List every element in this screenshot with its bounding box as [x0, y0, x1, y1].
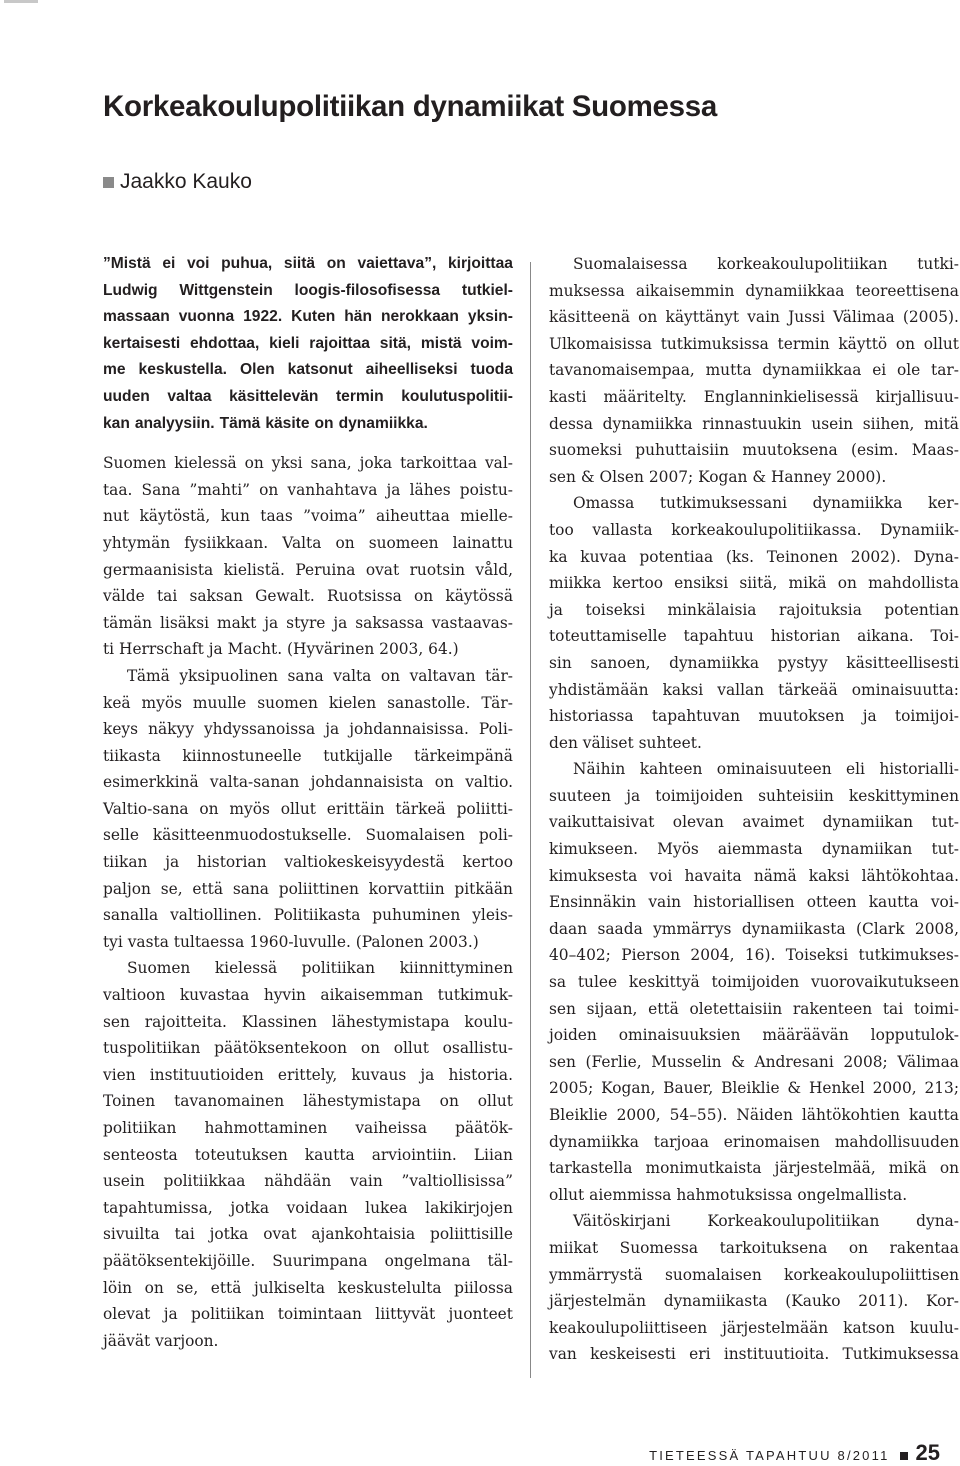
text-line: kimukseen. Myös aiemmasta dynamiikan tut-: [549, 840, 959, 859]
text-line: 2005; Kogan, Bauer, Bleiklie & Henkel 2000, 213;: [549, 1079, 959, 1098]
text-line: Bleiklie 2000, 54–55). Näiden lähtökohtien kautta: [549, 1106, 959, 1124]
author-name: Jaakko Kauko: [120, 170, 252, 193]
text-line: dynamiikka tarjoaa erinomaisen mahdollisuuden: [549, 1132, 959, 1151]
text-line: tuspolitiikan päätöksentekoon on ollut osallistu-: [103, 1039, 513, 1058]
right-column: [549, 251, 959, 1368]
text-line: välde tai saksan Gewalt. Ruotsissa on käytössä: [103, 587, 513, 606]
text-line: ja toiseksi minkälaisia rajoituksia potentian: [549, 600, 959, 619]
text-line: suomeksi puhuttaisiin muutoksena (esim. Maas-: [549, 441, 959, 460]
text-line: senteosta toteutuksen kautta arviointiin. Liian: [103, 1145, 513, 1164]
text-line: daan saada ymmärrys dynamiikasta (Clark 2008,: [549, 919, 959, 938]
article-title: Korkeakoulupolitiikan dynamiikat Suomessa: [103, 90, 717, 123]
text-line: Näihin kahteen ominaisuuteen eli historialli-: [573, 760, 959, 779]
text-line: Suomalaisessa korkeakoulupolitiikan tutki-: [573, 255, 959, 273]
text-line: esimerkkinä valta-sanan johdannaisista on valtio.: [103, 773, 513, 792]
text-line: selle käsitteenmuodostukselle. Suomalaisen poli-: [103, 826, 513, 845]
paragraph-gap: [103, 437, 513, 450]
text-line: uuden valtaa käsittelevän termin koulutuspolitii-: [103, 387, 513, 405]
text-line: massaan vuonna 1922. Kuten hän nerokkaan yksin-: [103, 308, 513, 326]
text-line: sen (Ferlie, Musselin & Andresani 2008; Välimaa: [549, 1052, 959, 1071]
text-line: Ensinnäkin vain historiallisen otteen kautta voi-: [549, 893, 959, 912]
text-line: Suomen kielessä on yksi sana, joka tarkoittaa val-: [103, 454, 513, 473]
left-column: [103, 251, 513, 1354]
text-line: germaanisista kielistä. Peruina ovat ruotsin våld,: [103, 560, 513, 579]
text-line: ti Herrschaft ja Macht. (Hyvärinen 2003, 64.): [103, 640, 459, 659]
text-line: muksessa aikaisemmin dynamiikkaa teoreettisena: [549, 281, 959, 300]
text-line: tiikasta kiinnostuneelle tutkijalle tärkeimpänä: [103, 746, 513, 765]
text-line: Valtio-sana on myös ollut erittäin tärkeä poliitti-: [103, 799, 513, 818]
text-line: sin sanoen, dynamiikka pystyy käsitteellisesti: [549, 653, 959, 672]
text-line: usein politiikkaa nähdään vain ”valtiollisissa”: [103, 1172, 513, 1191]
text-line: järjestelmän dynamiikasta (Kauko 2011). Kor-: [549, 1292, 959, 1311]
text-line: tiikan ja historian valtiokeskeisyydestä kertoo: [103, 853, 513, 872]
text-line: sivuilta tai jotka ovat ajankohtaisia poliittisille: [103, 1225, 513, 1244]
text-line: Omassa tutkimuksessani dynamiikka ker-: [573, 494, 959, 513]
text-line: käsitteenä on käyttänyt vain Jussi Välimaa (2005).: [549, 308, 959, 327]
text-line: sanalla valtiollinen. Politiikasta puhuminen yleis-: [103, 906, 513, 925]
text-line: sen & Olsen 2007; Kogan & Hanney 2000).: [549, 467, 887, 486]
text-line: Väitöskirjani Korkeakoulupolitiikan dyna-: [573, 1212, 959, 1231]
text-line: tavanomaisempaa, mutta dynamiikkaa ei ole tar-: [549, 361, 959, 380]
text-line: Tämä yksipuolinen sana valta on valtavan tär-: [127, 666, 513, 685]
text-line: kasti määritelty. Englanninkielisessä kirjallisuu-: [549, 387, 959, 406]
text-line: van keskeisesti eri instituutioita. Tutkimuksessa: [549, 1345, 959, 1364]
text-line: tämän lisäksi makt ja styre ja saksassa vastaavas-: [103, 613, 513, 632]
text-line: paljon se, että sana poliittinen korvattiin pitkään: [103, 879, 513, 898]
magazine-issue: TIETEESSÄ TAPAHTUU 8/2011: [649, 1448, 890, 1463]
text-line: olevat ja politiikan toimintaan liittyvät juonteet: [103, 1305, 513, 1324]
text-line: kertaisesti ehdottaa, kieli rajoittaa sitä, mistä voim-: [103, 334, 513, 352]
text-line: me keskustella. Olen katsonut aiheelliseksi tuoda: [103, 361, 513, 379]
text-line: yhdistämään kaksi vallan tärkeää ominaisuutta:: [549, 680, 959, 699]
text-line: tapahtumissa, jotka voidaan lukea lakikirjojen: [103, 1198, 513, 1217]
text-line: keys näkyy yhdyssanoissa ja johdannaisissa. Poli-: [103, 720, 513, 739]
text-line: keä myös muulle suomen kielen sanastolle. Tär-: [103, 693, 513, 712]
text-line: päätöksentekijöille. Suurimpana ongelmana täl-: [103, 1251, 513, 1270]
text-line: politiikan hahmottaminen vaiheissa päätök-: [103, 1119, 513, 1137]
text-line: dessa dynamiikka rinnastuukin usein siihen, mitä: [549, 414, 959, 433]
text-line: Toinen tavanomainen lähestymistapa on ollut: [103, 1092, 513, 1111]
text-line: ymmärrystä suomalaisen korkeakoulupoliittisen: [549, 1265, 959, 1284]
text-line: Ludwig Wittgenstein loogis-filosofisessa tutkiel-: [103, 281, 513, 299]
text-line: tyi vasta tultaessa 1960-luvulle. (Palonen 2003.): [103, 932, 479, 951]
text-line: toteuttamiselle tapahtuu historian aikana. Toi-: [549, 627, 959, 646]
text-line: jäävät varjoon.: [103, 1331, 219, 1350]
text-line: ollut aiemmissa hahmotuksissa ongelmallista.: [549, 1185, 908, 1204]
text-line: den väliset suhteet.: [549, 733, 702, 752]
text-line: ka kuvaa potentiaa (ks. Teinonen 2002). Dyna-: [549, 547, 959, 566]
page-footer: [649, 1440, 940, 1466]
text-line: keakoulupoliittiseen järjestelmään katson kuulu-: [549, 1318, 959, 1337]
text-line: tarkastella monimutkaista järjestelmää, mikä on: [549, 1159, 959, 1178]
author-byline: [103, 170, 252, 194]
page-number: 25: [915, 1440, 940, 1465]
text-line: sen sijaan, että oletettaisiin rakenteen tai toimi-: [549, 999, 959, 1018]
text-line: valtioon kuvastaa hyvin aikaisemman tutkimuk-: [103, 986, 513, 1005]
text-line: suuteen ja toimijoiden suhteisiin keskittyminen: [549, 786, 959, 805]
text-line: miikka kertoo ensiksi siitä, mikä on mahdollista: [549, 574, 959, 593]
text-line: miikat Suomessa tarkoituksena on rakentaa: [549, 1238, 959, 1257]
text-line: nut käytöstä, kun taas ”voima” aiheuttaa mielle-: [103, 507, 513, 526]
text-line: löin on se, että julkiselta keskustelulta piilossa: [103, 1278, 513, 1297]
text-line: ”Mistä ei voi puhua, siitä on vaiettava”, kirjoittaa: [103, 255, 513, 272]
text-line: yhtymän fysiikkaan. Valta on suomeen lainattu: [103, 533, 513, 552]
text-line: taa. Sana ”mahti” on vanhahtava ja lähes poistu-: [103, 480, 513, 499]
corner-mark: [4, 0, 38, 3]
text-line: sa tulee keskittyä toimijoiden vuorovaikutukseen: [549, 973, 959, 992]
footer-square-icon: [900, 1452, 908, 1460]
column-divider: [530, 262, 531, 1378]
text-line: vien instituutioiden erittely, kuvaus ja historia.: [103, 1065, 513, 1084]
text-line: kan analyysiin. Tämä käsite on dynamiikka.: [103, 414, 428, 432]
text-line: Ulkomaisissa tutkimuksissa termin käyttö on ollut: [549, 334, 959, 353]
text-line: sen rajoitteita. Klassinen lähestymistapa koulu-: [103, 1012, 513, 1031]
text-line: Suomen kielessä politiikan kiinnittyminen: [127, 959, 513, 978]
text-line: historiassa tapahtuvan muutoksen ja toimijoi-: [549, 707, 959, 726]
text-line: vaikuttaisivat olevan avaimet dynamiikan tut-: [549, 813, 959, 832]
text-line: joiden ominaisuuksien määräävän lopputulok-: [549, 1026, 959, 1045]
bullet-square-icon: [103, 177, 114, 188]
text-line: 40–402; Pierson 2004, 16). Toiseksi tutkimukses-: [549, 946, 959, 965]
text-line: too vallasta korkeakoulupolitiikassa. Dynamiik-: [549, 520, 959, 539]
text-line: kimuksesta voi havaita nämä kaksi lähtökohtaa.: [549, 866, 959, 885]
